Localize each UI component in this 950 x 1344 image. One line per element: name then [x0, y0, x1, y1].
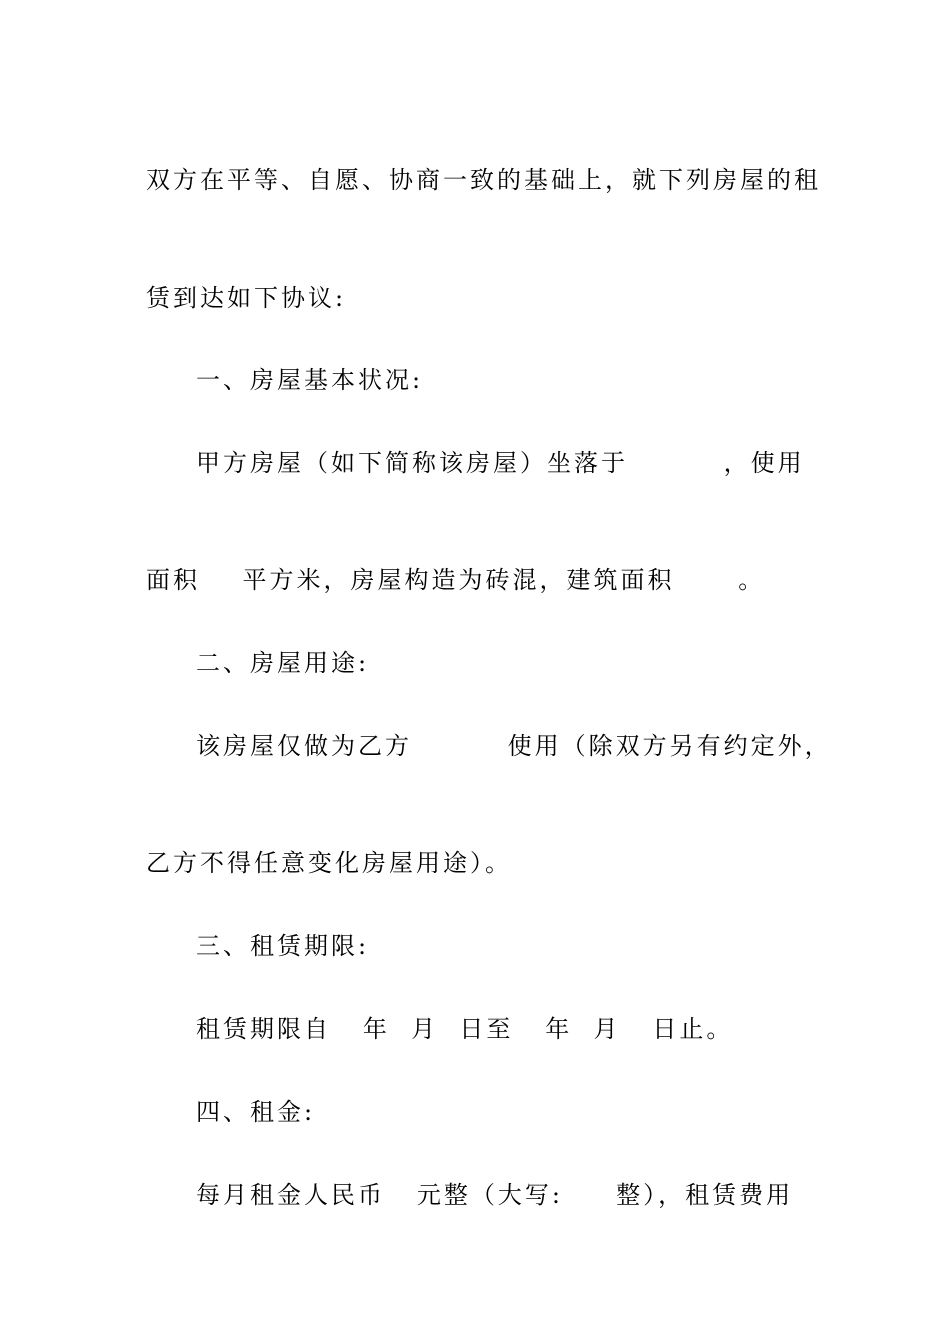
paragraph-line: 赁到达如下协议: — [146, 284, 347, 312]
paragraph-line: 甲方房屋（如下简称该房屋）坐落于 ，使用 — [196, 449, 805, 477]
section-heading-house-status: 一、房屋基本状况: — [196, 366, 424, 394]
section-heading-rent: 四、租金: — [196, 1098, 316, 1126]
section-heading-house-use: 二、房屋用途: — [196, 649, 370, 677]
paragraph-line: 每月租金人民币 元整（大写: 整），租赁费用 — [196, 1181, 794, 1209]
paragraph-line: 面积 平方米，房屋构造为砖混，建筑面积 。 — [146, 566, 766, 594]
section-heading-lease-term: 三、租赁期限: — [196, 932, 370, 960]
paragraph-line: 租赁期限自 年 月 日至 年 月 日止。 — [196, 1015, 734, 1043]
paragraph-line: 双方在平等、自愿、协商一致的基础上，就下列房屋的租 — [146, 166, 821, 194]
paragraph-line: 该房屋仅做为乙方 使用（除双方另有约定外， — [196, 732, 832, 760]
paragraph-line: 乙方不得任意变化房屋用途）。 — [146, 849, 512, 877]
